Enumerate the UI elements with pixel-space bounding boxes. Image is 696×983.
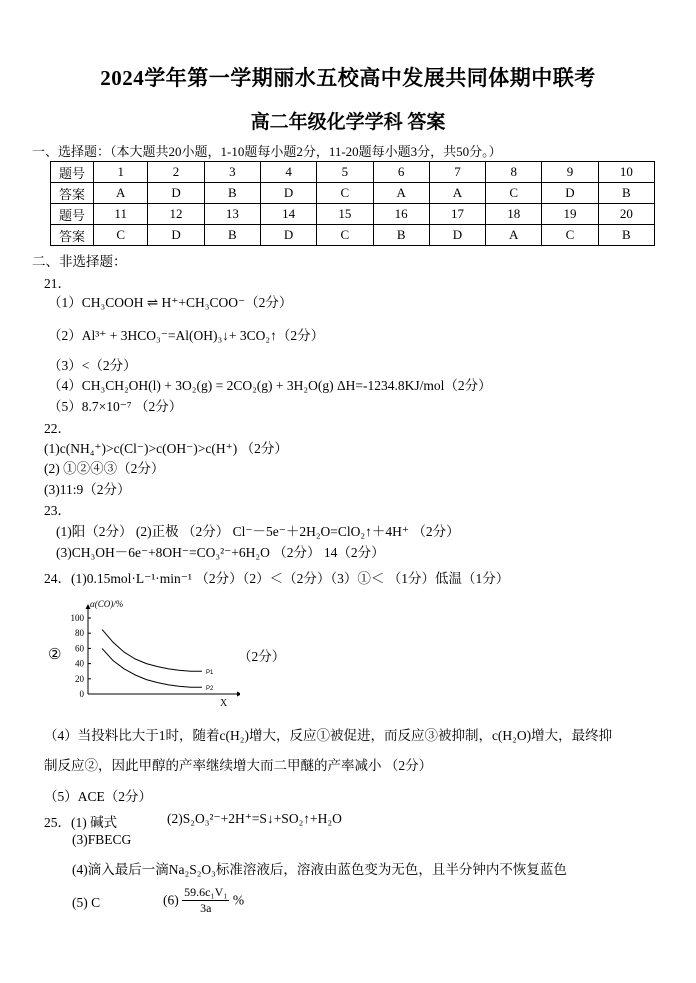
q25-part6-numerator: 59.6c₁V₁ bbox=[184, 885, 228, 899]
answer-table-cell: 10 bbox=[598, 162, 654, 183]
answer-table-cell: 20 bbox=[598, 204, 654, 225]
answer-table-cell: 1 bbox=[94, 162, 148, 183]
answer-table-cell: B bbox=[204, 183, 260, 204]
chart-series-line-p2 bbox=[102, 648, 202, 687]
q21-part2: （2）Al³⁺ + 3HCO₃⁻=Al(OH)₃↓+ 3CO₂↑（2分） bbox=[48, 328, 325, 343]
chart-y-tick-label: 20 bbox=[75, 673, 84, 684]
answer-table-cell: B bbox=[204, 225, 260, 246]
answer-table-cell: 3 bbox=[204, 162, 260, 183]
answer-table-cell: 16 bbox=[373, 204, 429, 225]
q21-part3: （3）<（2分） bbox=[48, 358, 137, 373]
answer-table-cell: A bbox=[486, 225, 542, 246]
q25-part4: (4)滴入最后一滴Na₂S₂O₃标准溶液后，溶液由蓝色变为无色，且半分钟内不恢复蓝色 bbox=[72, 862, 567, 877]
q21-part4: （4）CH₃CH₂OH(l) + 3O₂(g) = 2CO₂(g) + 3H₂O(g) ΔH=-1234.8KJ/mol（2分） bbox=[48, 378, 492, 393]
answer-table-cell: D bbox=[148, 183, 204, 204]
answer-table-cell: 6 bbox=[373, 162, 429, 183]
page-title: 2024学年第一学期丽水五校高中发展共同体期中联考 bbox=[100, 66, 596, 90]
chart-series-label: P1 bbox=[206, 670, 214, 677]
answer-table-cell: A bbox=[373, 183, 429, 204]
answer-table-cell: 8 bbox=[486, 162, 542, 183]
answer-table-cell: 13 bbox=[204, 204, 260, 225]
answer-table-cell: D bbox=[542, 183, 598, 204]
answer-table-row-label: 答案 bbox=[51, 183, 94, 204]
chart-series-label: P2 bbox=[206, 686, 214, 693]
q25-part6-fraction bbox=[182, 885, 229, 916]
q24-part1: 24．(1)0.15mol·L⁻¹·min⁻¹ （2分）（2）＜（2分）（3）①＜ （1分）低温（1分） bbox=[44, 571, 510, 586]
q25-part2: (2)S₂O₃²⁻+2H⁺=S↓+SO₂↑+H₂O bbox=[167, 811, 342, 826]
answer-table-cell: 17 bbox=[429, 204, 485, 225]
q22-part1: (1)c(NH₄⁺)>c(Cl⁻)>c(OH⁻)>c(H⁺) （2分） bbox=[44, 441, 288, 456]
q22-part3: (3)11:9（2分） bbox=[44, 482, 131, 497]
section1-heading: 一、选择题：（本大题共20小题，1-10题每小题2分，11-20题每小题3分，共50分。） bbox=[32, 144, 502, 159]
q24-graph-points: （2分） bbox=[238, 649, 286, 664]
section2-heading: 二、非选择题： bbox=[32, 254, 127, 269]
answer-table-row bbox=[51, 204, 655, 225]
answer-table-cell: D bbox=[260, 183, 316, 204]
answer-table-cell: 11 bbox=[94, 204, 148, 225]
q23-part2: (3)CH₃OH－6e⁻+8OH⁻=CO₃²⁻+6H₂O （2分） 14（2分） bbox=[56, 545, 385, 560]
answer-table-row bbox=[51, 225, 655, 246]
q25-part3: (3)FBECG bbox=[72, 832, 132, 847]
answer-table-cell: B bbox=[373, 225, 429, 246]
answer-table-cell: 15 bbox=[317, 204, 373, 225]
q21-part1: （1）CH₃COOH ⇌ H⁺+CH₃COO⁻（2分） bbox=[48, 295, 293, 310]
chart-y-tick-label: 80 bbox=[75, 628, 84, 639]
q25-part6-label: (6) bbox=[163, 892, 179, 908]
q25-part6 bbox=[163, 885, 244, 916]
q25-part1: 25．(1) 碱式 bbox=[44, 815, 118, 830]
answer-table-cell: A bbox=[429, 183, 485, 204]
conversion-chart bbox=[64, 596, 240, 708]
answer-table-cell: D bbox=[260, 225, 316, 246]
answer-table-cell: 18 bbox=[486, 204, 542, 225]
q25-part6-unit: % bbox=[232, 892, 245, 908]
answer-table-cell: B bbox=[598, 225, 654, 246]
q24-part5: （5）ACE（2分） bbox=[44, 789, 152, 804]
q24-part4-line2: 制反应②，因此甲醇的产率继续增大而二甲醚的产率减小 （2分） bbox=[44, 758, 433, 773]
answer-table-row-label: 题号 bbox=[51, 162, 94, 183]
chart-y-tick-label: 60 bbox=[75, 643, 84, 654]
q23-part1: (1)阳（2分） (2)正极 （2分） Cl⁻－5e⁻＋2H₂O=ClO₂↑＋4H⁺ （2分） bbox=[56, 524, 460, 539]
answer-table-cell: 19 bbox=[542, 204, 598, 225]
answer-table-cell: C bbox=[542, 225, 598, 246]
answer-table-cell: C bbox=[317, 183, 373, 204]
chart-y-tick-label: 100 bbox=[70, 613, 84, 623]
q21-part5: （5）8.7×10⁻⁷ （2分） bbox=[48, 399, 183, 414]
q25-part5: (5) C bbox=[72, 895, 101, 910]
q25-part6-denominator: 3a bbox=[200, 901, 212, 915]
answer-table-cell: 2 bbox=[148, 162, 204, 183]
answer-table-row bbox=[51, 183, 655, 204]
chart-y-tick-label: 0 bbox=[79, 689, 84, 699]
chart-x-arrow-icon bbox=[237, 692, 240, 697]
answer-table-cell: 7 bbox=[429, 162, 485, 183]
answer-table-cell: 5 bbox=[317, 162, 373, 183]
answer-table-cell: C bbox=[486, 183, 542, 204]
answer-table-cell: C bbox=[317, 225, 373, 246]
q23-number: 23． bbox=[44, 503, 71, 518]
q21-number: 21． bbox=[44, 276, 71, 291]
answer-table-cell: C bbox=[94, 225, 148, 246]
answer-table bbox=[50, 161, 655, 246]
chart-ylabel: α(CO)/% bbox=[90, 599, 124, 609]
answer-table-row-label: 题号 bbox=[51, 204, 94, 225]
answer-table-cell: B bbox=[598, 183, 654, 204]
chart-series-line-p1 bbox=[102, 629, 202, 671]
page-subtitle: 高二年级化学学科 答案 bbox=[250, 112, 446, 133]
answer-table-cell: 14 bbox=[260, 204, 316, 225]
answer-table-cell: D bbox=[148, 225, 204, 246]
q22-part2: (2) ①②④③（2分） bbox=[44, 461, 165, 476]
answer-table-cell: D bbox=[429, 225, 485, 246]
answer-table-cell: 9 bbox=[542, 162, 598, 183]
q24-graph-marker: ② bbox=[48, 647, 62, 663]
chart-xlabel: X bbox=[220, 698, 228, 708]
q24-part4-line1: （4）当投料比大于1时，随着c(H₂)增大，反应①被促进，而反应③被抑制，c(H₂O)增大，最终抑 bbox=[44, 728, 613, 743]
answer-table-cell: 12 bbox=[148, 204, 204, 225]
chart-y-tick-label: 40 bbox=[75, 658, 84, 669]
answer-table-row bbox=[51, 162, 655, 183]
answer-table-row-label: 答案 bbox=[51, 225, 94, 246]
q22-number: 22． bbox=[44, 421, 71, 436]
answer-table-cell: 4 bbox=[260, 162, 316, 183]
answer-table-cell: A bbox=[94, 183, 148, 204]
